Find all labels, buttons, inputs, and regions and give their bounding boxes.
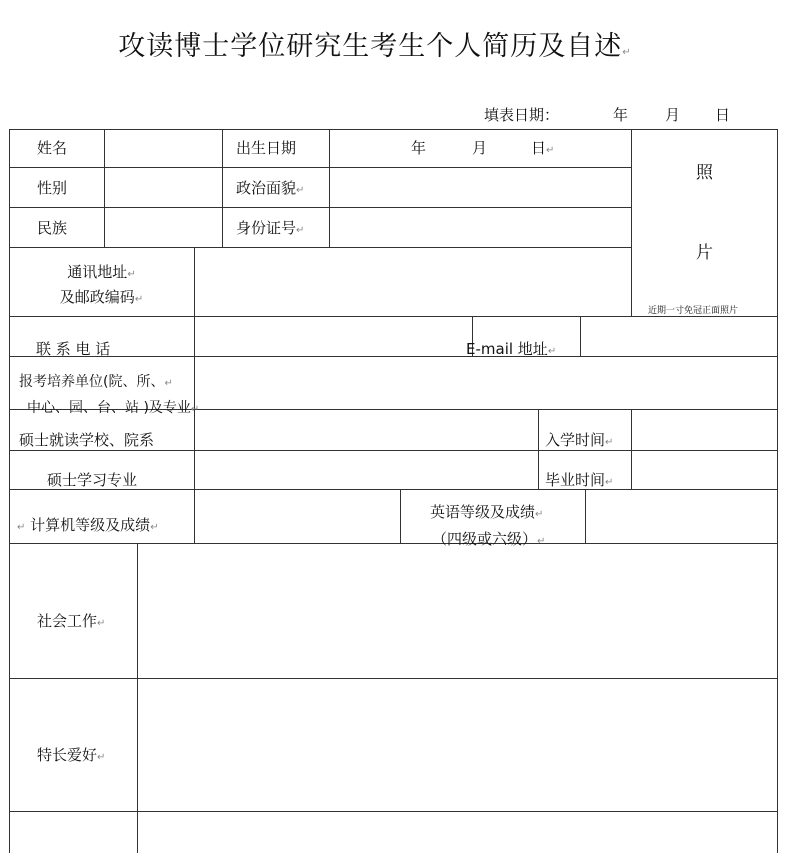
birth-year-label: 年 [411,139,427,157]
table-line [9,678,777,679]
table-line [222,129,223,247]
phone-label: 联 系 电 话 [36,340,111,358]
table-line [9,247,631,248]
fill-date-year: 年 [613,106,629,124]
table-line [400,489,401,543]
table-line [104,129,105,247]
master-major-label: 硕士学习专业 [47,471,138,489]
table-line [137,543,138,853]
fill-date-label: 填表日期： [484,106,560,124]
birth-month-label: 月 [472,139,488,157]
ethnicity-label: 民族 [37,219,68,237]
id-number-label: 身份证号↵ [236,219,305,237]
graduation-time-label: 毕业时间↵ [545,471,614,489]
specialty-label: 特长爱好↵ [37,746,106,764]
table-line [9,129,10,853]
apply-unit-label-line1: 报考培养单位(院、所、↵ [19,374,173,390]
table-line [631,409,632,489]
table-line [9,450,777,451]
table-line [329,129,330,247]
table-line [9,207,631,208]
enroll-time-label: 入学时间↵ [545,431,614,449]
english-level-label-line2: （四级或六级）↵ [432,530,546,548]
birth-day-label: 日↵ [531,139,555,157]
table-line [631,129,632,316]
table-line [538,409,539,489]
apply-unit-label-line2: 中心、园、台、站 )及专业↵ [27,400,200,416]
computer-level-label: ↵ 计算机等级及成绩↵ [17,516,159,534]
photo-label-top: 照 [696,163,713,183]
social-work-label: 社会工作↵ [37,612,106,630]
document-title: 攻读博士学位研究生考生个人简历及自述↵ [118,31,632,62]
table-line [585,489,586,543]
political-status-label: 政治面貌↵ [236,179,305,197]
table-line [9,811,777,812]
fill-date-month: 月 [665,106,681,124]
table-line [9,543,777,544]
table-line [9,356,777,357]
fill-date-day: 日 [715,106,731,124]
address-label-line1: 通讯地址↵ [67,263,136,281]
table-line [580,316,581,356]
photo-note: 近期一寸免冠正面照片 [648,306,739,316]
gender-label: 性别 [37,179,68,197]
master-school-label: 硕士就读学校、院系 [19,431,155,449]
english-level-label-line1: 英语等级及成绩↵ [430,503,544,521]
name-label: 姓名 [37,139,68,157]
table-line [777,129,778,853]
table-line [194,247,195,543]
table-line [9,167,631,168]
table-line [9,129,777,130]
photo-label-bottom: 片 [696,243,713,263]
table-line [9,316,777,317]
address-label-line2: 及邮政编码↵ [59,288,144,306]
email-label: E-mail 地址↵ [466,340,557,358]
birth-date-label: 出生日期 [236,139,297,157]
